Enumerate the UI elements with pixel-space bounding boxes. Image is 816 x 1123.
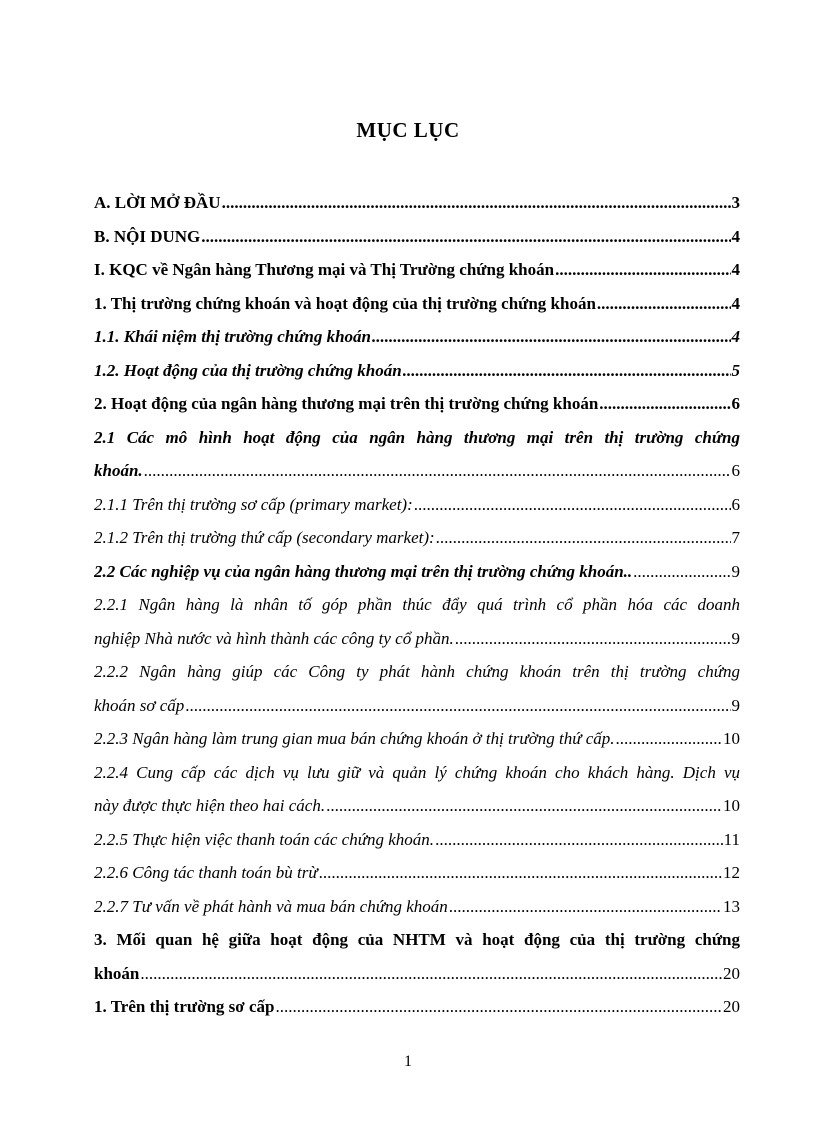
toc-entry-page: 11: [723, 829, 740, 849]
toc-entry-label: khoán sơ cấp: [94, 695, 185, 715]
toc-entry-label: 1. Thị trường chứng khoán và hoạt động của thị trường chứng khoán: [94, 293, 596, 313]
toc-entry-page: 10: [723, 796, 740, 815]
toc-entry[interactable]: [94, 488, 740, 522]
toc-leader-dots: [144, 454, 731, 488]
toc-entry-page: 9: [731, 695, 740, 715]
toc-entry-first-line: 3. Mối quan hệ giữa hoạt động của NHTM và hoạt động của thị trường chứng: [94, 930, 740, 949]
toc-entry-first-line: 2.2.1 Ngân hàng là nhân tố góp phần thúc đẩy quá trình cổ phần hóa các doanh: [94, 595, 740, 614]
toc-leader-dots: [449, 890, 722, 924]
toc-leader-dots: [597, 287, 731, 321]
toc-entry[interactable]: [94, 722, 740, 756]
toc-entry-first-line: 2.1 Các mô hình hoạt động của ngân hàng thương mại trên thị trường chứng: [94, 427, 740, 447]
table-of-contents: [94, 186, 740, 1024]
toc-leader-dots: [185, 689, 730, 723]
toc-leader-dots: [616, 722, 722, 756]
toc-leader-dots: [435, 823, 723, 857]
page-number: 1: [404, 1053, 412, 1070]
toc-entry-page: 4: [731, 327, 740, 346]
toc-entry-page: 13: [723, 896, 740, 916]
toc-entry-label: A. LỜI MỞ ĐẦU: [94, 193, 221, 212]
toc-leader-dots: [275, 990, 722, 1024]
toc-entry-page: 20: [723, 997, 740, 1016]
toc-entry-label: 2.1.1 Trên thị trường sơ cấp (primary market):: [94, 494, 413, 514]
toc-leader-dots: [633, 555, 730, 589]
toc-leader-dots: [319, 856, 722, 890]
toc-entry-label: 2.2.3 Ngân hàng làm trung gian mua bán chứng khoán ở thị trường thứ cấp.: [94, 729, 615, 748]
toc-entry-label: nghiệp Nhà nước và hình thành các công ty cổ phần.: [94, 628, 454, 648]
toc-entry-page: 7: [731, 528, 740, 547]
toc-entry-multiline[interactable]: [94, 655, 740, 722]
toc-leader-dots: [599, 387, 730, 421]
toc-entry-page: 20: [723, 963, 740, 983]
toc-entry-label: này được thực hiện theo hai cách.: [94, 796, 326, 815]
toc-entry[interactable]: [94, 823, 740, 857]
toc-entry-page: 5: [731, 360, 740, 380]
toc-entry-multiline[interactable]: [94, 756, 740, 823]
toc-entry[interactable]: [94, 220, 740, 254]
toc-entry-label: 1.1. Khái niệm thị trường chứng khoán: [94, 327, 372, 346]
toc-entry[interactable]: [94, 320, 740, 354]
toc-entry-page: 4: [731, 226, 740, 246]
toc-entry-last-line: [94, 454, 740, 488]
toc-entry-first-line: 2.2.4 Cung cấp các dịch vụ lưu giữ và quản lý chứng khoán cho khách hàng. Dịch vụ: [94, 762, 740, 782]
toc-entry-multiline[interactable]: [94, 421, 740, 488]
page-title: MỤC LỤC: [356, 118, 460, 142]
toc-entry-last-line: [94, 622, 740, 656]
toc-entry[interactable]: [94, 521, 740, 555]
toc-entry-label: 1. Trên thị trường sơ cấp: [94, 997, 275, 1016]
toc-leader-dots: [555, 253, 730, 287]
toc-entry[interactable]: [94, 253, 740, 287]
toc-entry-page: 6: [731, 394, 740, 413]
toc-leader-dots: [201, 220, 730, 254]
toc-entry[interactable]: [94, 555, 740, 589]
toc-leader-dots: [455, 622, 731, 656]
toc-entry[interactable]: [94, 287, 740, 321]
toc-leader-dots: [140, 957, 722, 991]
toc-entry[interactable]: [94, 387, 740, 421]
toc-entry-label: 1.2. Hoạt động của thị trường chứng khoán: [94, 360, 402, 380]
toc-leader-dots: [414, 488, 731, 522]
toc-leader-dots: [436, 521, 731, 555]
toc-entry-page: 10: [723, 729, 740, 748]
toc-entry-multiline[interactable]: [94, 588, 740, 655]
toc-entry-first-line: 2.2.2 Ngân hàng giúp các Công ty phát hành chứng khoán trên thị trường chứng: [94, 662, 740, 681]
toc-entry[interactable]: [94, 856, 740, 890]
toc-entry-label: 2.2.5 Thực hiện việc thanh toán các chứng khoán.: [94, 829, 435, 849]
toc-entry[interactable]: [94, 354, 740, 388]
toc-entry-label: B. NỘI DUNG: [94, 226, 201, 246]
toc-entry-page: 9: [731, 561, 740, 581]
toc-entry-label: 2. Hoạt động của ngân hàng thương mại trên thị trường chứng khoán: [94, 394, 599, 413]
toc-entry-page: 6: [731, 461, 740, 480]
toc-entry-label: 2.2.6 Công tác thanh toán bù trừ: [94, 863, 318, 882]
toc-entry-label: khoán: [94, 963, 140, 983]
toc-entry-last-line: [94, 789, 740, 823]
toc-entry[interactable]: [94, 890, 740, 924]
toc-leader-dots: [372, 320, 730, 354]
toc-entry[interactable]: [94, 186, 740, 220]
toc-entry[interactable]: [94, 990, 740, 1024]
toc-entry-label: khoán.: [94, 461, 143, 480]
toc-entry-page: 4: [731, 293, 740, 313]
toc-entry-last-line: [94, 957, 740, 991]
toc-entry-page: 3: [731, 193, 740, 212]
toc-entry-page: 12: [723, 863, 740, 882]
toc-leader-dots: [326, 789, 722, 823]
toc-entry-label: 2.1.2 Trên thị trường thứ cấp (secondary market):: [94, 528, 435, 547]
toc-entry-page: 9: [731, 628, 740, 648]
toc-entry-page: 4: [731, 260, 740, 279]
toc-entry-label: 2.2.7 Tư vấn về phát hành và mua bán chứng khoán: [94, 896, 448, 916]
toc-entry-last-line: [94, 689, 740, 723]
toc-entry-multiline[interactable]: [94, 923, 740, 990]
toc-leader-dots: [403, 354, 731, 388]
toc-entry-label: 2.2 Các nghiệp vụ của ngân hàng thương mại trên thị trường chứng khoán..: [94, 561, 633, 581]
toc-entry-label: I. KQC về Ngân hàng Thương mại và Thị Trường chứng khoán: [94, 260, 555, 279]
toc-entry-page: 6: [731, 494, 740, 514]
toc-leader-dots: [222, 186, 731, 220]
